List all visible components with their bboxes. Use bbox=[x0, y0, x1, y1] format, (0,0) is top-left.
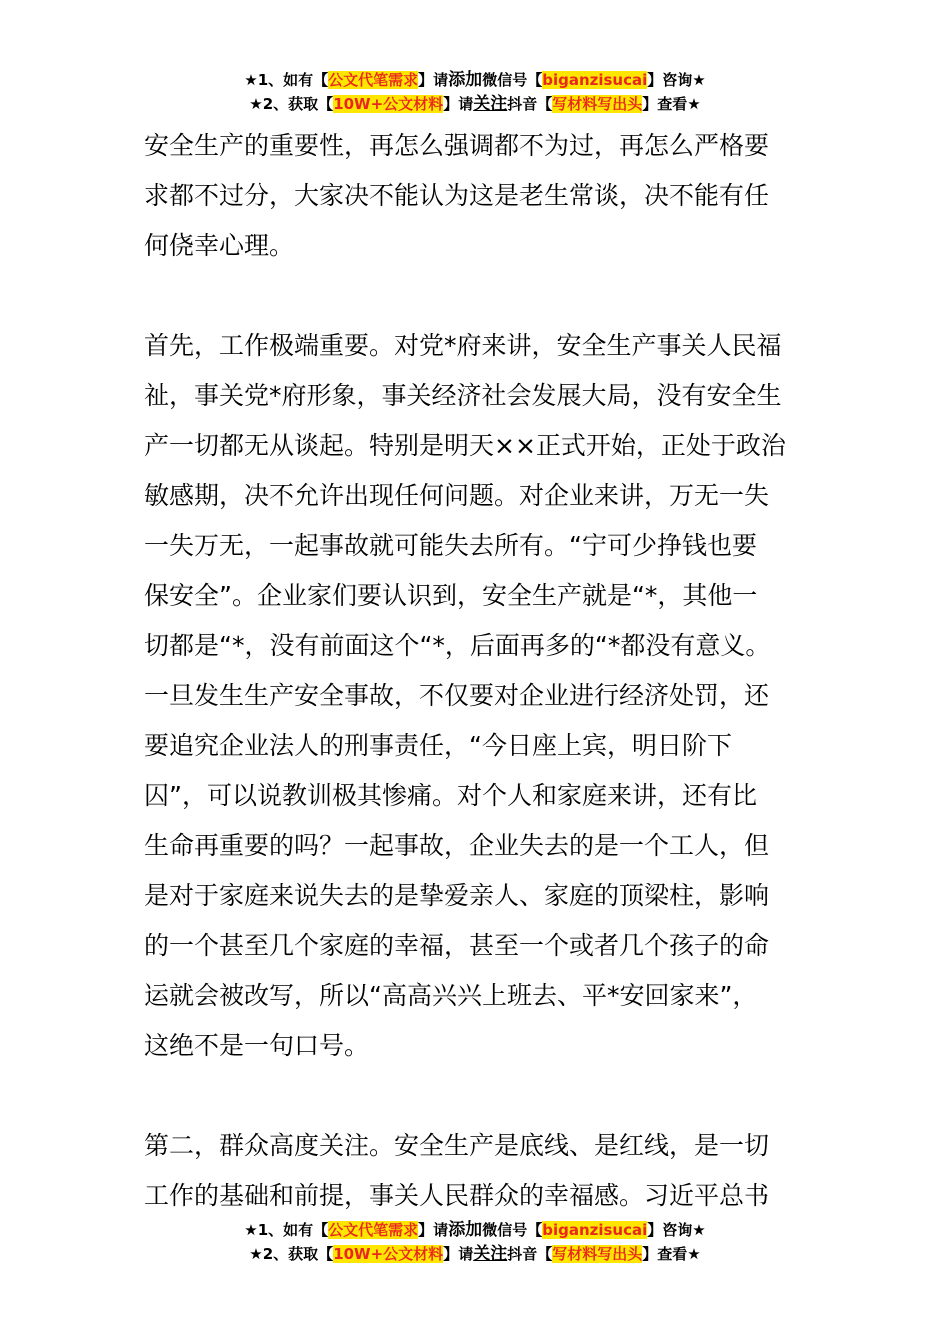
text-line: 产一切都无从谈起。特别是明天××正式开始，正处于政治 bbox=[144, 431, 786, 460]
promo-line-2: ★2、获取【10W+公文材料】请关注抖音【写材料写出头】查看★ bbox=[249, 1244, 701, 1264]
highlight-materials: 10W+公文材料 bbox=[333, 95, 444, 113]
text-line: 囚”，可以说教训极其惨痛。对个人和家庭来讲，还有比 bbox=[144, 781, 757, 810]
text-line: 切都是“*，没有前面这个“*，后面再多的“*都没有意义。 bbox=[144, 631, 771, 660]
text-line: 的一个甚至几个家庭的幸福，甚至一个或者几个孩子的命 bbox=[144, 931, 770, 960]
text-line: 一失万无，一起事故就可能失去所有。“宁可少挣钱也要 bbox=[144, 531, 757, 560]
highlight-douyin-id: 写材料写出头 bbox=[552, 1245, 643, 1263]
text-line: 这绝不是一句口号。 bbox=[144, 1031, 370, 1060]
text-line: 要追究企业法人的刑事责任，“今日座上宾，明日阶下 bbox=[144, 731, 732, 760]
text-line: 运就会被改写，所以“高高兴兴上班去、平*安回家来”， bbox=[144, 981, 758, 1010]
text-line: 一旦发生生产安全事故，不仅要对企业进行经济处罚，还 bbox=[144, 681, 770, 710]
promo-line-1: ★1、如有【公文代笔需求】请添加微信号【biganzisucai】咨询★ bbox=[244, 1220, 706, 1240]
text-line: 保安全”。企业家们要认识到，安全生产就是“*，其他一 bbox=[144, 581, 758, 610]
paragraph-intro bbox=[144, 121, 844, 271]
highlight-service: 公文代笔需求 bbox=[328, 1221, 419, 1239]
paragraph-gap bbox=[144, 1071, 844, 1121]
highlight-wechat-id: biganzisucai bbox=[542, 71, 648, 89]
text-line: 敏感期，决不允许出现任何问题。对企业来讲，万无一失 bbox=[144, 481, 770, 510]
paragraph-gap bbox=[144, 271, 844, 321]
highlight-douyin-id: 写材料写出头 bbox=[552, 95, 643, 113]
text-line: 求都不过分，大家决不能认为这是老生常谈，决不能有任 bbox=[144, 181, 770, 210]
paragraph-second bbox=[144, 1121, 844, 1221]
highlight-service: 公文代笔需求 bbox=[328, 71, 419, 89]
paragraph-first bbox=[144, 321, 844, 1071]
top-promo-banner bbox=[0, 68, 950, 116]
text-line: 工作的基础和前提，事关人民群众的幸福感。习近平总书 bbox=[144, 1181, 770, 1210]
promo-line-1: ★1、如有【公文代笔需求】请添加微信号【biganzisucai】咨询★ bbox=[244, 70, 706, 90]
text-line: 第二，群众高度关注。安全生产是底线、是红线，是一切 bbox=[144, 1131, 770, 1160]
text-line: 祉，事关党*府形象，事关经济社会发展大局，没有安全生 bbox=[144, 381, 782, 410]
text-line: 是对于家庭来说失去的是挚爱亲人、家庭的顶梁柱，影响 bbox=[144, 881, 770, 910]
text-line: 何侥幸心理。 bbox=[144, 231, 295, 260]
text-line: 安全生产的重要性，再怎么强调都不为过，再怎么严格要 bbox=[144, 131, 770, 160]
document-body bbox=[144, 121, 844, 1221]
text-line: 首先，工作极端重要。对党*府来讲，安全生产事关人民福 bbox=[144, 331, 782, 360]
bottom-promo-banner bbox=[0, 1218, 950, 1266]
highlight-wechat-id: biganzisucai bbox=[542, 1221, 648, 1239]
text-line: 生命再重要的吗？一起事故，企业失去的是一个工人，但 bbox=[144, 831, 770, 860]
promo-line-2: ★2、获取【10W+公文材料】请关注抖音【写材料写出头】查看★ bbox=[249, 94, 701, 114]
highlight-materials: 10W+公文材料 bbox=[333, 1245, 444, 1263]
